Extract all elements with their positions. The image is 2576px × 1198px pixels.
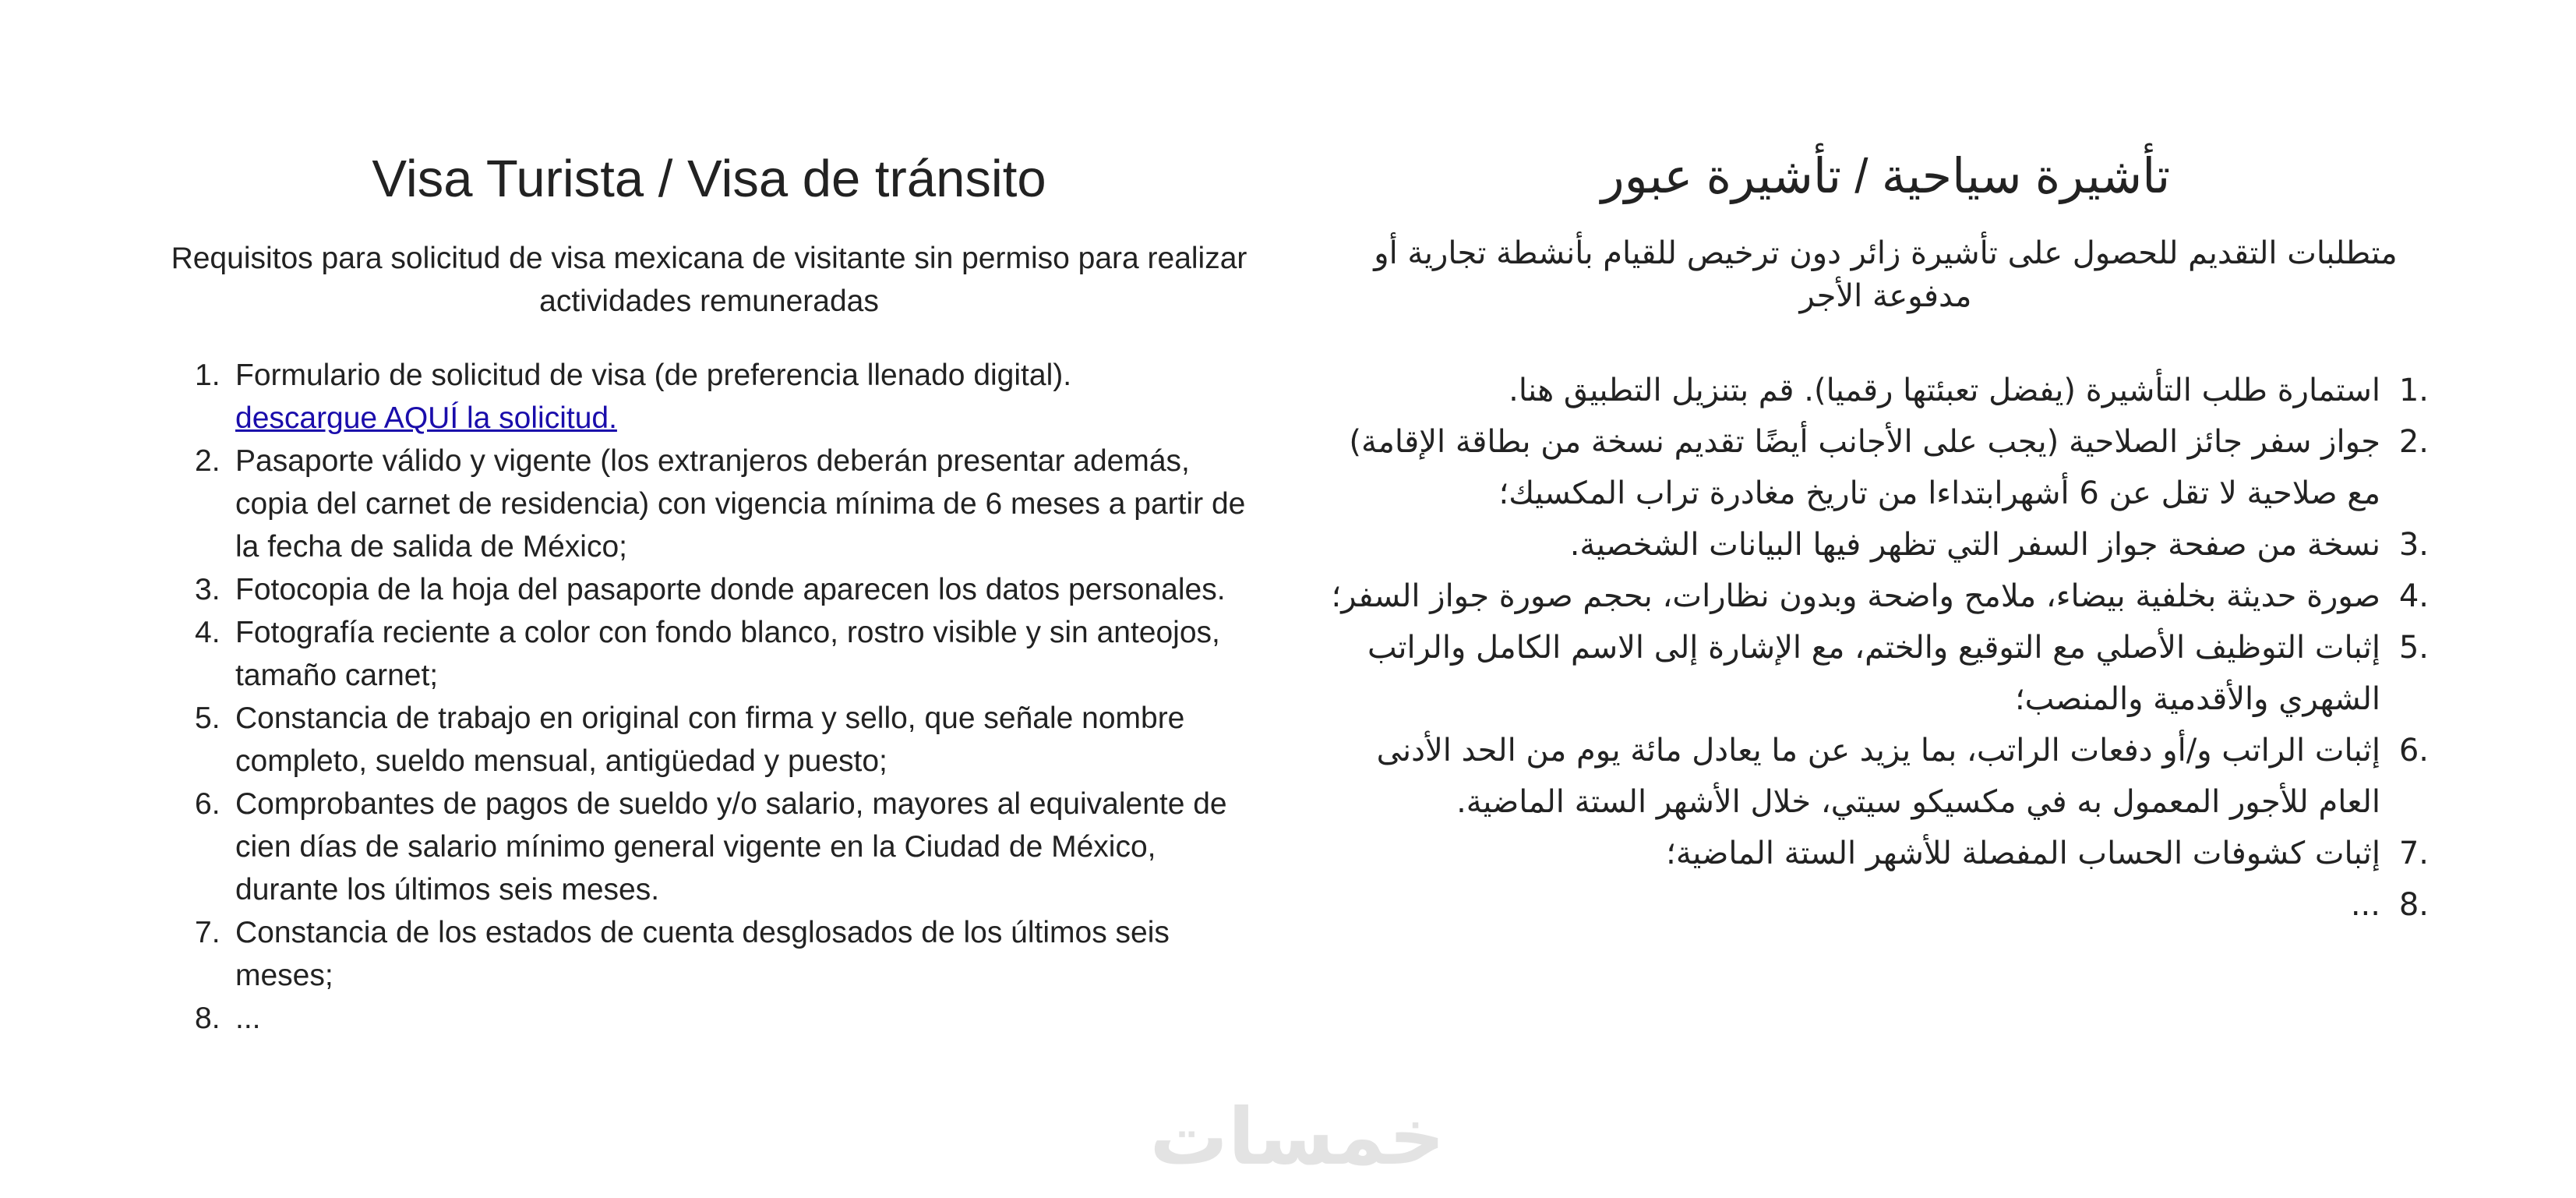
item-text: Constancia de los estados de cuenta desglosados de los últimos seis meses; <box>235 916 1170 993</box>
item-text: إثبات كشوفات الحساب المفصلة للأشهر الستة الماضية؛ <box>1666 836 2380 872</box>
list-item <box>1325 571 2429 622</box>
arabic-title: تأشيرة سياحية / تأشيرة عبور <box>1600 150 2171 203</box>
list-item <box>1325 519 2429 571</box>
item-number: 1. <box>2398 373 2429 409</box>
list-item <box>1325 416 2429 519</box>
arabic-requirements-list <box>1325 365 2447 931</box>
item-text: إثبات التوظيف الأصلي مع التوقيع والختم، مع الإشارة إلى الاسم الكامل والراتب الشهري والأقدمية والمنصب؛ <box>1367 630 2380 718</box>
spanish-subtitle: Requisitos para solicitud de visa mexicana de visitante sin permiso para realizar actividades remuneradas <box>171 242 1247 319</box>
item-number: 8. <box>2398 887 2429 924</box>
spanish-title: Visa Turista / Visa de tránsito <box>372 150 1046 208</box>
item-number: 3. <box>2398 527 2429 564</box>
list-item <box>1325 879 2429 931</box>
list-item <box>1325 725 2429 828</box>
item-number: 3. <box>195 573 221 607</box>
item-text: ... <box>2350 887 2380 924</box>
item-number: 2. <box>195 444 221 479</box>
item-number: 7. <box>195 916 221 950</box>
item-number: 4. <box>195 616 221 650</box>
item-number: 5. <box>2398 630 2429 666</box>
item-number: 4. <box>2398 578 2429 615</box>
item-text: Pasaporte válido y vigente (los extranjeros deberán presentar además, copia del carnet de residencia) con vigencia mínima de 6 meses a partir de la fecha de salida de México; <box>235 444 1246 564</box>
item-text: نسخة من صفحة جواز السفر التي تظهر فيها البيانات الشخصية. <box>1569 527 2380 564</box>
spanish-requirements-list <box>156 354 1262 1040</box>
list-item <box>156 611 1262 697</box>
item-text: صورة حديثة بخلفية بيضاء، ملامح واضحة وبدون نظارات، بحجم صورة جواز السفر؛ <box>1331 578 2380 615</box>
item-text: Constancia de trabajo en original con firma y sello, que señale nombre completo, sueldo mensual, antigüedad y puesto; <box>235 701 1185 779</box>
khamsat-watermark-logo <box>1134 1095 1461 1181</box>
item-number: 8. <box>195 1002 221 1036</box>
list-item <box>156 568 1262 611</box>
item-text: Comprobantes de pagos de sueldo y/o salario, mayores al equivalente de cien días de salario mínimo general vigente en la Ciudad de México, durante los últimos seis meses. <box>235 787 1227 907</box>
list-item <box>1325 365 2429 416</box>
item-text: إثبات الراتب و/أو دفعات الراتب، بما يزيد عن ما يعادل مائة يوم من الحد الأدنى العام للأجور المعمول به في مكسيكو سيتي، خلال الأشهر الستة الماضية. <box>1376 733 2380 821</box>
list-item <box>1325 622 2429 725</box>
list-item <box>156 354 1262 440</box>
item-text: ... <box>235 1002 261 1036</box>
item-text: Formulario de solicitud de visa (de preferencia llenado digital). <box>235 359 1072 393</box>
list-item <box>156 911 1262 997</box>
item-text: Fotocopia de la hoja del pasaporte donde aparecen los datos personales. <box>235 573 1226 607</box>
list-item <box>156 440 1262 568</box>
item-number: 7. <box>2398 836 2429 872</box>
list-item <box>156 997 1262 1040</box>
item-number: 5. <box>195 701 221 736</box>
item-number: 6. <box>2398 733 2429 769</box>
list-item <box>156 783 1262 911</box>
item-number: 6. <box>195 787 221 822</box>
list-item <box>1325 828 2429 879</box>
item-number: 2. <box>2398 424 2429 461</box>
arabic-subtitle: متطلبات التقديم للحصول على تأشيرة زائر دون ترخيص للقيام بأنشطة تجارية أو مدفوعة الأجر <box>1374 235 2398 315</box>
spanish-column <box>156 148 1262 1040</box>
item-text: استمارة طلب التأشيرة (يفضل تعبئتها رقميا). قم بتنزيل التطبيق هنا. <box>1509 373 2380 409</box>
list-item <box>156 697 1262 783</box>
item-text: جواز سفر جائز الصلاحية (يجب على الأجانب أيضًا تقديم نسخة من بطاقة الإقامة) مع صلاحية لا تقل عن 6 أشهرابتداءا من تاريخ مغادرة تراب المكسيك؛ <box>1349 424 2380 512</box>
watermark-text: خمسات <box>1149 1095 1445 1181</box>
arabic-column <box>1325 148 2447 931</box>
item-number: 1. <box>195 359 221 393</box>
download-form-link[interactable]: descargue AQUÍ la solicitud. <box>235 401 617 436</box>
item-text: Fotografía reciente a color con fondo blanco, rostro visible y sin anteojos, tamaño carnet; <box>235 616 1220 693</box>
